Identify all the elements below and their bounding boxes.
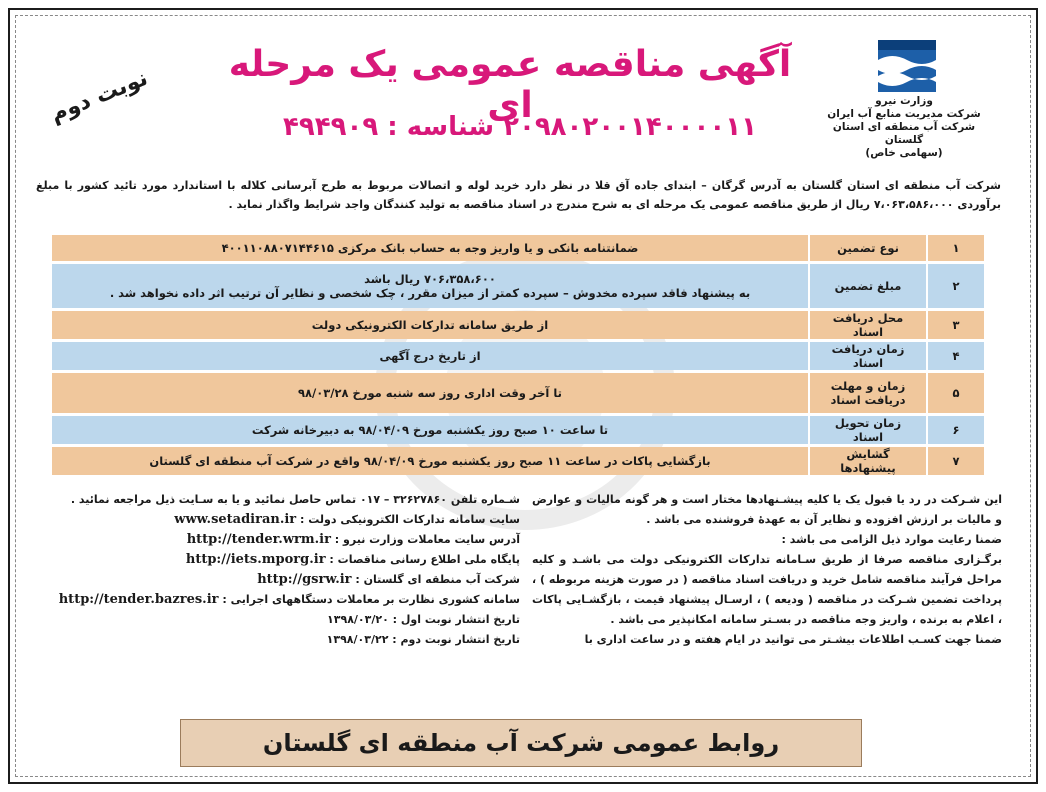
row-number: ۳ <box>928 311 984 339</box>
contact-and-sites <box>40 490 520 650</box>
table-row <box>52 373 984 413</box>
row-number: ۷ <box>928 447 984 475</box>
site-label: سایت سامانه تدارکات الکترونیکی دولت : <box>300 513 520 526</box>
publication-round: نوبت دوم <box>47 65 152 128</box>
org-line: (سهامی خاص) <box>865 147 943 159</box>
site-label: شرکت آب منطقه ای گلستان : <box>355 573 520 586</box>
notice-identifier: ۲۰۹۸۰۲۰۰۱۴۰۰۰۰۱۱ شناسه : ۴۹۴۹۰۹ <box>283 112 757 142</box>
org-line: وزارت نیرو <box>875 95 933 107</box>
site-line <box>40 570 520 590</box>
publication-date-second: تاریخ انتشار نوبت دوم : ۱۳۹۸/۰۳/۲۲ <box>326 633 520 646</box>
org-line: شرکت مدیریت منابع آب ایران <box>827 108 981 120</box>
site-line <box>40 530 520 550</box>
table-row <box>52 416 984 444</box>
contact-phone: شـماره تلفن ۳۲۶۲۷۸۶۰ – ۰۱۷ تماس حاصل نمائید و یا به سـایت ذیل مراجعه نمائید . <box>70 493 520 506</box>
row-label: زمان دریافت اسناد <box>808 342 928 370</box>
conditions-text <box>532 490 1002 650</box>
paragraph: این شـرکت در رد یا قبول یک یا کلیه پیشـنهادها مختار است و هر گونه مالیات و عوارض و مالیات بر ارزش افزوده و نظایر آن به عهدهٔ فروشنده می باشد . <box>532 493 1002 526</box>
site-line <box>40 590 520 610</box>
notice-title: آگهی مناقصه عمومی یک مرحله ای <box>228 44 792 126</box>
site-url[interactable]: http://iets.mporg.ir <box>185 552 326 567</box>
row-label: مبلغ تضمین <box>808 264 928 308</box>
row-value <box>52 264 808 308</box>
tender-terms-table <box>52 232 984 478</box>
table-row <box>52 447 984 475</box>
public-relations-footer: روابط عمومی شرکت آب منطقه ای گلستان <box>180 719 862 767</box>
row-value: بازگشایی پاکات در ساعت ۱۱ صبح روز یکشنبه مورخ ۹۸/۰۴/۰۹ واقع در شرکت آب منطقه ای گلستان <box>52 447 808 475</box>
table-row <box>52 264 984 308</box>
site-url[interactable]: http://gsrw.ir <box>257 572 352 587</box>
row-value: ضمانتنامه بانکی و یا واریز وجه به حساب بانک مرکزی ۴۰۰۱۱۰۸۸۰۷۱۴۴۶۱۵ <box>52 235 808 261</box>
row-value: از تاریخ درج آگهی <box>52 342 808 370</box>
row-number: ۶ <box>928 416 984 444</box>
intro-paragraph: شرکت آب منطقه ای استان گلستان به آدرس گرگان – ابتدای جاده آق قلا در نظر دارد خرید لوله و اتصالات مربوط به طرح آبرسانی کلاله با استاندارد مورد تائید کشور با مبلغ برآوردی ۷،۰۶۳،۵۸۶،۰۰۰ ریال از طریق مناقصه عمومی یک مرحله ای به شرح مندرج در اسناد مناقصه به تولید کنندگان واجد شرایط واگذار نماید . <box>36 179 1001 211</box>
row-value: تا آخر وقت اداری روز سه شنبه مورخ ۹۸/۰۳/۲۸ <box>52 373 808 413</box>
publication-date-first: تاریخ انتشار نوبت اول : ۱۳۹۸/۰۳/۲۰ <box>327 613 520 626</box>
site-label: آدرس سایت معاملات وزارت نیرو : <box>334 533 520 546</box>
row-number: ۲ <box>928 264 984 308</box>
row-value: از طریق سامانه تدارکات الکترونیکی دولت <box>52 311 808 339</box>
site-line <box>40 550 520 570</box>
table-row <box>52 342 984 370</box>
row-value: تا ساعت ۱۰ صبح روز یکشنبه مورخ ۹۸/۰۴/۰۹ به دبیرخانه شرکت <box>52 416 808 444</box>
site-label: پایگاه ملی اطلاع رسانی مناقصات : <box>329 553 520 566</box>
row-label: زمان و مهلت دریافت اسناد <box>808 373 928 413</box>
guarantee-amount: ۷۰۶،۳۵۸،۶۰۰ ریال باشد <box>364 272 496 286</box>
guarantee-note: به پیشنهاد فاقد سپرده مخدوش – سپرده کمتر از میزان مقرر ، چک شخصی و نظایر آن ترتیب اثر داده نخواهد شد . <box>109 286 751 300</box>
paragraph: برگـزاری مناقصه صرفا از طریق سـامانه تدارکات الکترونیکی دولت می باشـد و کلیه مراحل فرآیند مناقصه شامل خرید و دریافت اسناد مناقصه ( در صورت هزینه مربوطه ) ، پرداخت تضمین شـرکت در مناقصه ( ودیعه ) ، ارسـال پیشنهاد قیمت ، بازگشـایی پاکات ، اعلام به برنده ، واریز وجه مناقصه در بسـتر سامانه امکانپذیر می باشد . <box>532 553 1002 626</box>
site-label: سامانه کشوری نظارت بر معاملات دستگاههای اجرایی : <box>222 593 520 606</box>
row-label: زمان تحویل اسناد <box>808 416 928 444</box>
row-label: گشایش پیشنهادها <box>808 447 928 475</box>
row-number: ۵ <box>928 373 984 413</box>
paragraph: ضمنا رعایت موارد ذیل الزامی می باشد : <box>781 533 1002 546</box>
site-line <box>40 510 520 530</box>
org-line: شرکت آب منطقه ای استان گلستان <box>832 121 976 146</box>
site-url[interactable]: www.setadiran.ir <box>174 512 297 527</box>
table-row <box>52 311 984 339</box>
table-row <box>52 235 984 261</box>
row-number: ۴ <box>928 342 984 370</box>
row-number: ۱ <box>928 235 984 261</box>
paragraph: ضمنا جهت کسـب اطلاعات بیشـتر می توانید در ایام هفته و در ساعت اداری با <box>584 633 1002 646</box>
row-label: نوع تضمین <box>808 235 928 261</box>
site-url[interactable]: http://tender.bazres.ir <box>58 592 219 607</box>
site-url[interactable]: http://tender.wrm.ir <box>186 532 331 547</box>
water-company-logo-icon <box>878 40 936 92</box>
organization-name <box>814 95 994 160</box>
row-label: محل دریافت اسناد <box>808 311 928 339</box>
